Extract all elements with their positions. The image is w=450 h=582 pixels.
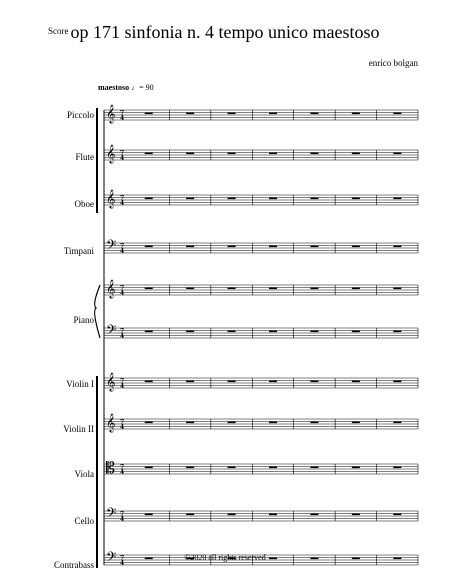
whole-rest [269, 514, 277, 516]
time-signature-top: 7 [120, 243, 125, 250]
treble-clef-icon: 𝄞 [106, 372, 116, 391]
whole-rest [352, 467, 360, 469]
whole-rest [186, 246, 194, 248]
whole-rest [352, 113, 360, 115]
whole-rest [228, 153, 236, 155]
whole-rest [186, 514, 194, 516]
whole-rest [228, 246, 236, 248]
time-signature-bottom: 4 [120, 383, 125, 390]
whole-rest [352, 422, 360, 424]
time-signature-bottom: 4 [120, 115, 125, 122]
bass-clef-icon: 𝄢 [106, 322, 117, 341]
whole-rest [393, 246, 401, 248]
whole-rest [310, 288, 318, 290]
bass-clef-icon: 𝄢 [106, 237, 117, 256]
whole-rest [310, 381, 318, 383]
instrument-label-viola: Viola [74, 469, 94, 479]
whole-rest [269, 246, 277, 248]
whole-rest [186, 422, 194, 424]
copyright-notice: ©2020 all rights reserved [184, 553, 266, 562]
whole-rest [269, 381, 277, 383]
whole-rest [393, 422, 401, 424]
whole-rest [393, 153, 401, 155]
score-label: Score [48, 26, 69, 36]
whole-rest [393, 198, 401, 200]
time-signature-top: 7 [120, 378, 125, 385]
instrument-label-violin-1: Violin I [66, 379, 94, 389]
whole-rest [186, 467, 194, 469]
time-signature-top: 7 [120, 285, 125, 292]
whole-rest [310, 246, 318, 248]
whole-rest [310, 153, 318, 155]
instrument-label-oboe: Oboe [74, 199, 94, 209]
time-signature-top: 7 [120, 555, 125, 562]
whole-rest [145, 113, 153, 115]
whole-rest [186, 198, 194, 200]
time-signature-top: 7 [120, 150, 125, 157]
time-signature-bottom: 4 [120, 469, 125, 476]
bass-clef-icon: 𝄢 [106, 549, 117, 568]
whole-rest [145, 246, 153, 248]
piano-brace-icon [95, 285, 100, 338]
time-signature-bottom: 4 [120, 155, 125, 162]
composer-name: enrico bolgan [368, 58, 418, 68]
treble-clef-icon: 𝄞 [106, 104, 116, 123]
whole-rest [228, 514, 236, 516]
whole-rest [186, 331, 194, 333]
whole-rest [269, 288, 277, 290]
time-signature-top: 7 [120, 110, 125, 117]
time-signature-top: 7 [120, 464, 125, 471]
whole-rest [145, 153, 153, 155]
whole-rest [352, 153, 360, 155]
alto-clef-icon: 𝄡 [106, 458, 115, 477]
instrument-label-piccolo: Piccolo [67, 110, 94, 120]
whole-rest [186, 288, 194, 290]
time-signature-bottom: 4 [120, 290, 125, 297]
tempo-word: maestoso [98, 83, 130, 92]
whole-rest [310, 113, 318, 115]
whole-rest [269, 113, 277, 115]
whole-rest [393, 331, 401, 333]
time-signature-top: 7 [120, 419, 125, 426]
tempo-bpm: = 90 [139, 83, 154, 92]
time-signature-top: 7 [120, 511, 125, 518]
whole-rest [352, 514, 360, 516]
time-signature-top: 7 [120, 195, 125, 202]
time-signature-bottom: 4 [120, 200, 125, 207]
whole-rest [145, 288, 153, 290]
whole-rest [269, 331, 277, 333]
whole-rest [310, 422, 318, 424]
whole-rest [228, 288, 236, 290]
whole-rest [393, 288, 401, 290]
time-signature-bottom: 4 [120, 248, 125, 255]
whole-rest [145, 198, 153, 200]
whole-rest [228, 331, 236, 333]
time-signature-bottom: 4 [120, 516, 125, 523]
instrument-label-piano: Piano [73, 315, 94, 325]
time-signature-bottom: 4 [120, 424, 125, 431]
whole-rest [145, 422, 153, 424]
whole-rest [228, 198, 236, 200]
instrument-label-cello: Cello [74, 516, 94, 526]
whole-rest [269, 467, 277, 469]
time-signature-top: 7 [120, 328, 125, 335]
bass-clef-icon: 𝄢 [106, 505, 117, 524]
whole-rest [310, 467, 318, 469]
whole-rest [310, 198, 318, 200]
whole-rest [228, 381, 236, 383]
treble-clef-icon: 𝄞 [106, 189, 116, 208]
whole-rest [228, 467, 236, 469]
whole-rest [186, 381, 194, 383]
whole-rest [186, 113, 194, 115]
whole-rest [145, 331, 153, 333]
treble-clef-icon: 𝄞 [106, 279, 116, 298]
whole-rest [352, 198, 360, 200]
whole-rest [186, 153, 194, 155]
whole-rest [352, 246, 360, 248]
treble-clef-icon: 𝄞 [106, 413, 116, 432]
whole-rest [145, 381, 153, 383]
instrument-label-contrabass: Contrabass [54, 560, 94, 570]
whole-rest [228, 113, 236, 115]
whole-rest [352, 331, 360, 333]
whole-rest [352, 381, 360, 383]
whole-rest [145, 467, 153, 469]
instrument-label-flute: Flute [75, 152, 94, 162]
whole-rest [393, 467, 401, 469]
whole-rest [269, 422, 277, 424]
instrument-label-timpani: Timpani [63, 246, 94, 256]
whole-rest [145, 514, 153, 516]
whole-rest [228, 422, 236, 424]
whole-rest [393, 514, 401, 516]
whole-rest [352, 288, 360, 290]
whole-rest [269, 153, 277, 155]
time-signature-bottom: 4 [120, 560, 125, 567]
page-title: op 171 sinfonia n. 4 tempo unico maestoso [70, 22, 380, 42]
quarter-note-icon: ♩ [131, 83, 140, 92]
whole-rest [310, 514, 318, 516]
whole-rest [269, 198, 277, 200]
time-signature-bottom: 4 [120, 333, 125, 340]
whole-rest [393, 113, 401, 115]
instrument-label-violin-2: Violin II [63, 424, 94, 434]
whole-rest [310, 331, 318, 333]
treble-clef-icon: 𝄞 [106, 144, 116, 163]
whole-rest [393, 381, 401, 383]
